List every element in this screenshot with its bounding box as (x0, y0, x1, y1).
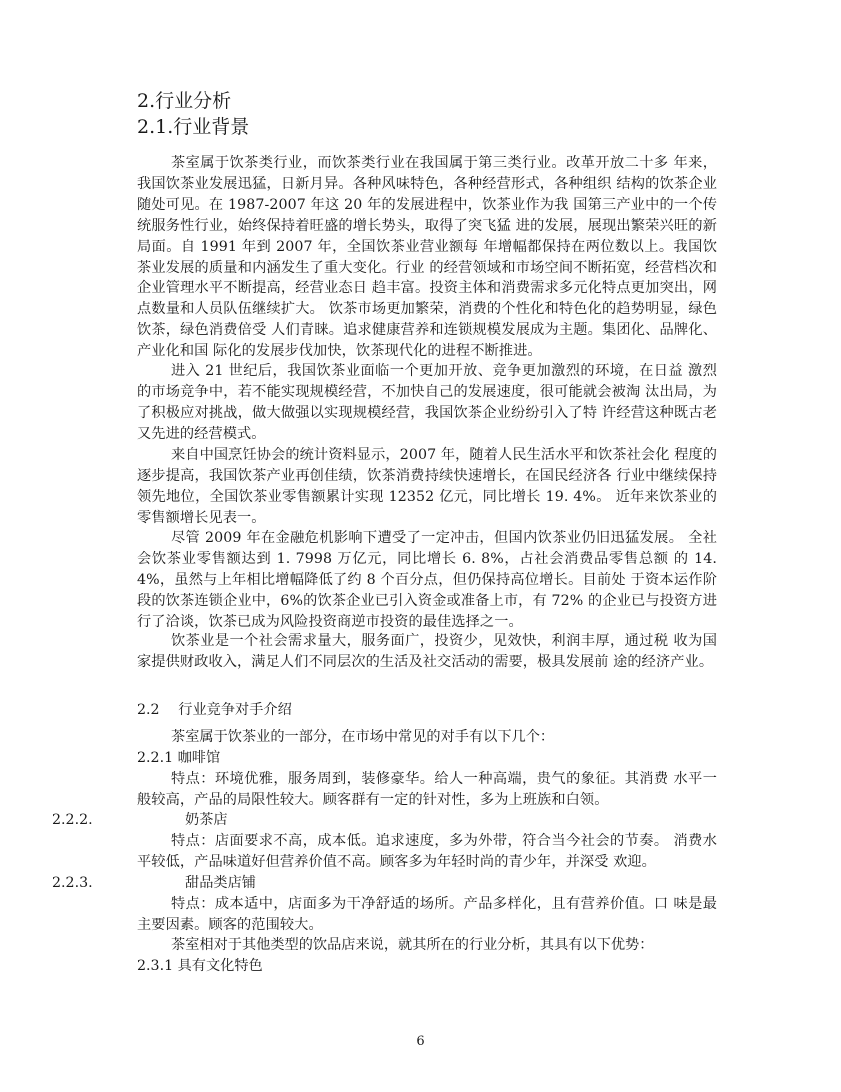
paragraph-21st-century: 进入 21 世纪后，我国饮茶业面临一个更加开放、竞争更加激烈的环境，在日益 激烈的市场竞争中，若不能实现规模经营，不加快自己的发展速度，很可能就会被淘 汰出局，为了积极应对挑战，做大做强以实现规模经营，我国饮茶企业纷纷引入了特 许经营这种既古老又先进的经营模式。 (137, 363, 717, 442)
paragraph-statistics: 来自中国烹饪协会的统计资料显示，2007 年，随着人民生活水平和饮茶社会化 程度的逐步提高，我国饮茶产业再创佳绩，饮茶消费持续快速增长，在国民经济各 行业中继续保持领先地位，全国饮茶业零售额累计实现 12352 亿元，同比增长 19. 4%。 近年来饮茶业的零售额增长见表一。 (137, 447, 717, 526)
section-heading: 2.行业分析 (137, 90, 232, 112)
paragraph-industry-background: 茶室属于饮茶类行业，而饮茶类行业在我国属于第三类行业。改革开放二十多 年来，我国饮茶业发展迅猛，日新月异。各种风味特色，各种经营形式，各种组织 结构的饮茶企业随处可见。在 1987-2007 年这 20 年的发展进程中，饮茶业作为我 国第三产业中的一个传统服务性行业，始终保持着旺盛的增长势头，取得了突飞猛 进的发展，展现出繁荣兴旺的新局面。自 1991 年到 2007 年，全国饮茶业营业额每 年增幅都保持在两位数以上。我国饮茶业发展的质量和内涵发生了重大变化。行业 的经营领域和市场空间不断拓宽，经营档次和企业管理水平不断提高，经营业态日 趋丰富。投资主体和消费需求多元化特点更加突出，网点数量和人员队伍继续扩大。 饮茶市场更加繁荣，消费的个性化和特色化的趋势明显，绿色饮茶，绿色消费倍受 人们青睐。追求健康营养和连锁规模发展成为主题。集团化、品牌化、产业化和国 际化的发展步伐加快，饮茶现代化的进程不断推进。 (137, 155, 717, 360)
subsection-2-2-3-text: 特点：成本适中，店面多为干净舒适的场所。产品多样化，且有营养价值。口 味是最主要因素。顾客的范围较大。 (137, 896, 717, 933)
advantage-intro: 茶室相对于其他类型的饮品店来说，就其所在的行业分析，其具有以下优势： (171, 937, 654, 953)
subsection-2-2-2-title: 奶茶店 (185, 812, 228, 828)
subsection-2-2-3-title: 甜品类店铺 (185, 875, 256, 891)
subsection-2-2-1-text: 特点：环境优雅，服务周到，装修豪华。给人一种高端，贵气的象征。其消费 水平一般较高，产品的局限性较大。顾客群有一定的针对性，多为上班族和白领。 (137, 771, 717, 808)
subsection-2-2-3-number: 2.2.3. (52, 875, 93, 891)
subsection-heading: 2.1.行业背景 (137, 116, 250, 138)
section-2-2-intro: 茶室属于饮茶业的一部分，在市场中常见的对手有以下几个： (171, 729, 555, 745)
paragraph-2009: 尽管 2009 年在金融危机影响下遭受了一定冲击，但国内饮茶业仍旧迅猛发展。 全社会饮茶业零售额达到 1. 7998 万亿元，同比增长 6. 8%，占社会消费品零售总额 的 14. 4%，虽然与上年相比增幅降低了约 8 个百分点，但仍保持高位增长。目前处 于资本运作阶段的饮茶连锁企业中，6%的饮茶企业已引入资金或准备上市，有 72% 的企业已与投资方进行了洽谈，饮茶已成为风险投资商逆市投资的最佳选择之一。 (137, 530, 717, 630)
subsection-2-2-1-heading: 2.2.1 咖啡馆 (137, 750, 221, 766)
subsection-2-2-2-text: 特点：店面要求不高，成本低。追求速度，多为外带，符合当今社会的节奏。 消费水平较低，产品味道好但营养价值不高。顾客多为年轻时尚的青少年，并深受 欢迎。 (137, 833, 717, 870)
subsection-2-3-1-heading: 2.3.1 具有文化特色 (137, 958, 263, 974)
subsection-2-2-2-number: 2.2.2. (52, 812, 93, 828)
page-number: 6 (416, 1034, 425, 1049)
section-2-2-heading: 2.2 行业竞争对手介绍 (137, 702, 292, 718)
paragraph-industry-summary: 饮茶业是一个社会需求量大，服务面广，投资少，见效快，利润丰厚，通过税 收为国家提供财政收入，满足人们不同层次的生活及社交活动的需要，极具发展前 途的经济产业。 (137, 633, 717, 670)
